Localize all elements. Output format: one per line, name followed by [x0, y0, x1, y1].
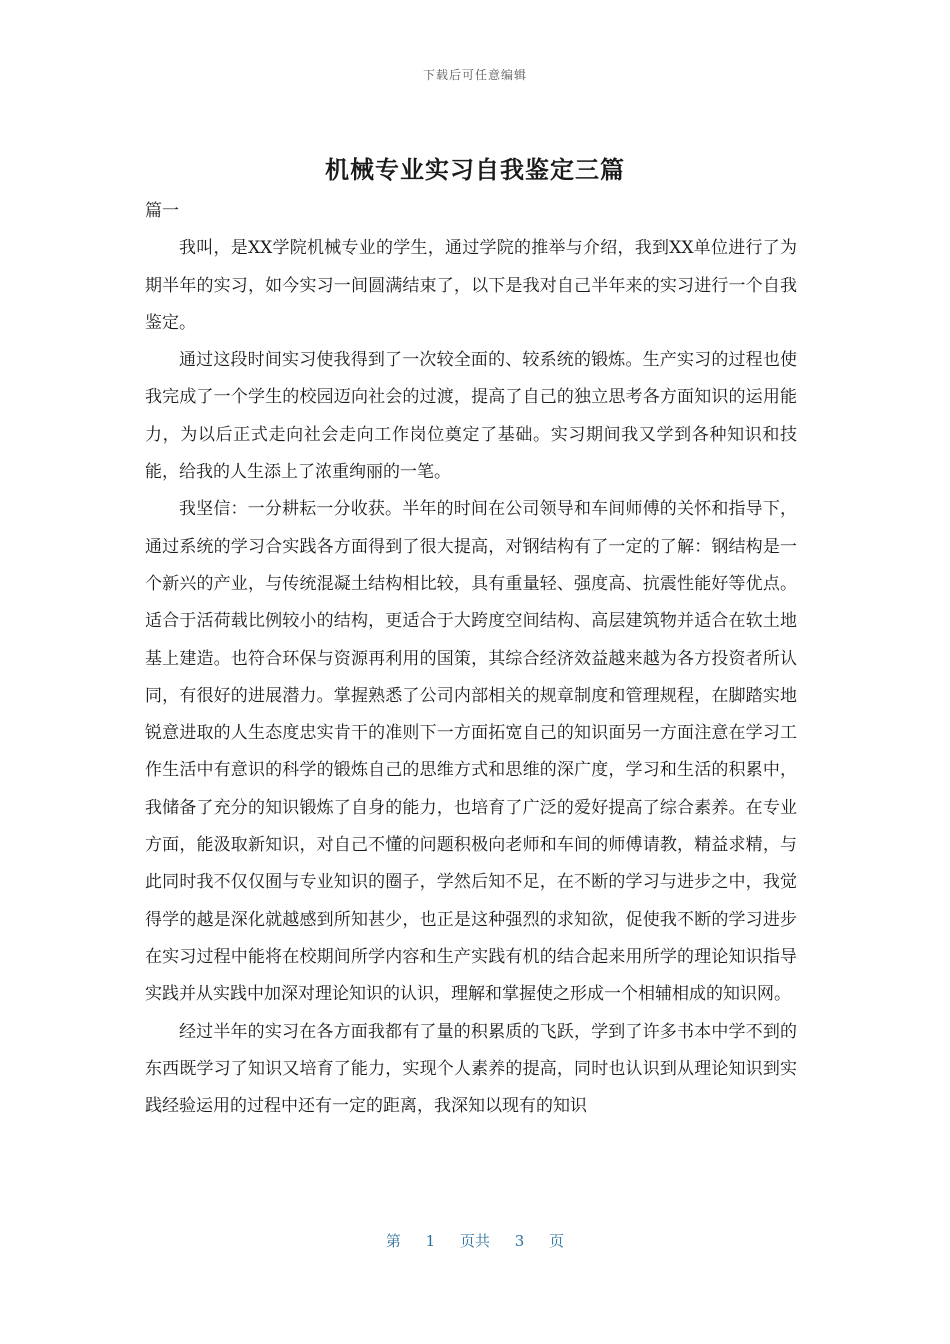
footer-current-page: 1	[425, 1232, 436, 1250]
header-note: 下载后可任意编辑	[422, 68, 527, 82]
paragraph-2: 通过这段时间实习使我得到了一次较全面的、较系统的锻炼。生产实习的过程也使我完成了一个学生的校园迈向社会的过渡，提高了自己的独立思考各方面知识的运用能力，为以后正式走向社会走向工作岗位奠定了基础。实习期间我又学到各种知识和技能，给我的人生添上了浓重绚丽的一笔。	[145, 350, 797, 483]
paragraph-4: 经过半年的实习在各方面我都有了量的积累质的飞跃，学到了许多书本中学不到的东西既学习了知识又培育了能力，实现个人素养的提高，同时也认识到从理论知识到实践经验运用的过程中还有一定的距离，我深知以现有的知识	[145, 1021, 797, 1117]
footer-suffix: 页	[549, 1232, 565, 1250]
document-body	[145, 193, 797, 1125]
paragraph-3: 我坚信：一分耕耘一分收获。半年的时间在公司领导和车间师傅的关怀和指导下，通过系统的学习合实践各方面得到了很大提高，对钢结构有了一定的了解：钢结构是一个新兴的产业，与传统混凝土结构相比较，具有重量轻、强度高、抗震性能好等优点。适合于活荷载比例较小的结构，更适合于大跨度空间结构、高层建筑物并适合在软土地基上建造。也符合环保与资源再利用的国策，其综合经济效益越来越为各方投资者所认同，有很好的进展潜力。掌握熟悉了公司内部相关的规章制度和管理规程，在脚踏实地锐意进取的人生态度忠实肯干的准则下一方面拓宽自己的知识面另一方面注意在学习工作生活中有意识的科学的锻炼自己的思维方式和思维的深广度，学习和生活的积累中，我储备了充分的知识锻炼了自身的能力，也培育了广泛的爱好提高了综合素养。在专业方面，能汲取新知识，对自己不懂的问题积极向老师和车间的师傅请教，精益求精，与此同时我不仅仅囿与专业知识的圈子，学然后知不足，在不断的学习与进步之中，我觉得学的越是深化就越感到所知甚少，也正是这种强烈的求知欲，促使我不断的学习进步在实习过程中能将在校期间所学内容和生产实践有机的结合起来用所学的理论知识指导实践并从实践中加深对理论知识的认识，理解和掌握使之形成一个相辅相成的知识网。	[145, 499, 797, 1005]
footer-prefix: 第	[385, 1232, 401, 1250]
section-label: 篇一	[145, 201, 179, 221]
footer-total-pages: 3	[514, 1232, 525, 1250]
page-footer	[0, 1230, 950, 1251]
paragraph-1: 我叫，是XX学院机械专业的学生，通过学院的推举与介绍，我到XX单位进行了为期半年的实习，如今实习一间圆满结束了，以下是我对自己半年来的实习进行一个自我鉴定。	[145, 238, 797, 333]
document-title: 机械专业实习自我鉴定三篇	[325, 156, 625, 184]
footer-middle: 页共	[459, 1232, 490, 1250]
